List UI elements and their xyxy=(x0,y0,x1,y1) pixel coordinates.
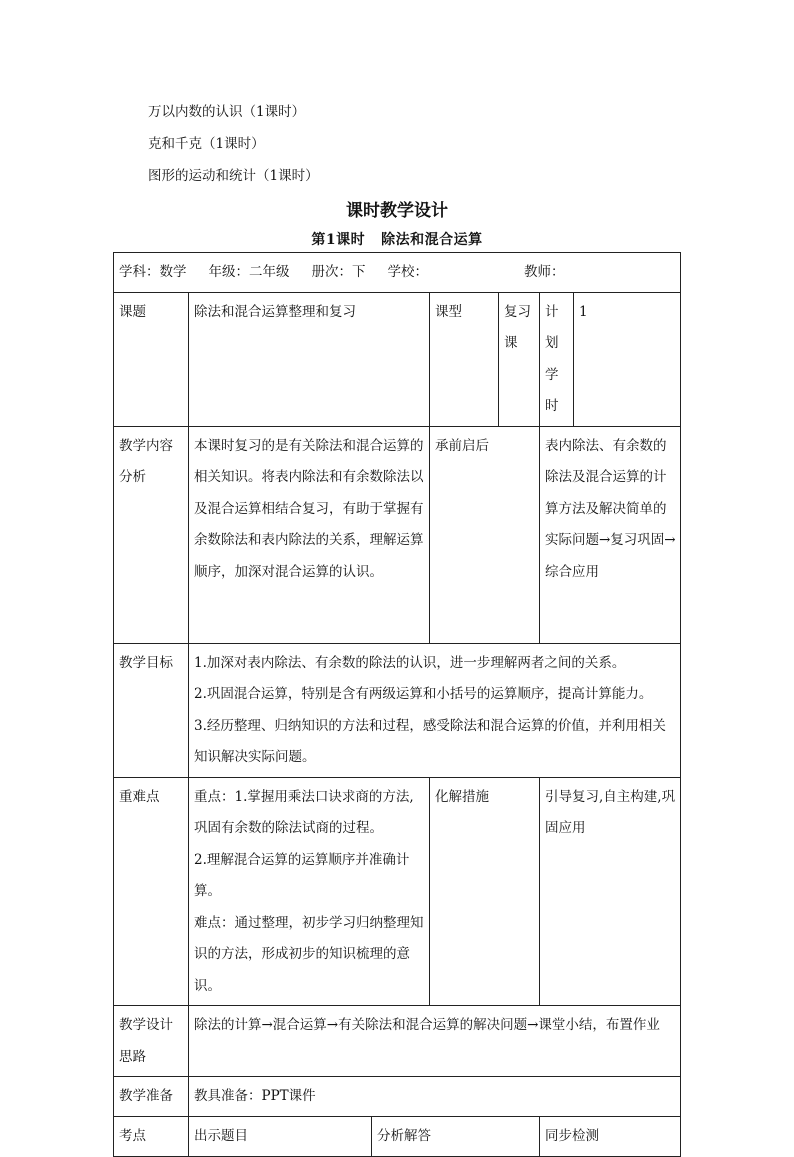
goal-item: 1.加深对表内除法、有余数的除法的认识，进一步理解两者之间的关系。 xyxy=(194,654,626,671)
type-value: 复习课 xyxy=(499,292,540,426)
intro-line-1: 万以内数的认识（1课时） xyxy=(148,104,306,120)
content-analysis-label: 教学内容分析 xyxy=(114,426,189,643)
prep-row xyxy=(114,1077,681,1117)
prep-text: 教具准备：PPT课件 xyxy=(189,1077,681,1117)
difficulty-cell xyxy=(189,777,430,1006)
lesson-subtitle xyxy=(0,231,794,249)
lesson-number: 第1课时 xyxy=(311,232,366,248)
exam-col-1: 出示题目 xyxy=(189,1117,372,1157)
topic-row xyxy=(114,292,681,426)
difficulty-label: 重难点 xyxy=(114,777,189,1006)
teacher-field: 教师： xyxy=(524,264,565,280)
volume-field: 册次：下 xyxy=(311,264,366,280)
goals-label: 教学目标 xyxy=(114,643,189,777)
topic-value: 除法和混合运算整理和复习 xyxy=(189,292,430,426)
exam-col-3: 同步检测 xyxy=(540,1117,681,1157)
prep-label: 教学准备 xyxy=(114,1077,189,1117)
exam-row xyxy=(114,1117,681,1157)
type-label: 课型 xyxy=(430,292,499,426)
content-analysis-row xyxy=(114,426,681,643)
design-row xyxy=(114,1006,681,1077)
grade-field: 年级：二年级 xyxy=(208,264,290,280)
resolution-text: 引导复习,自主构建,巩固应用 xyxy=(540,777,681,1006)
design-text: 除法的计算→混合运算→有关除法和混合运算的解决问题→课堂小结，布置作业 xyxy=(189,1006,681,1077)
difficult-point: 难点：通过整理，初步学习归纳整理知识的方法，形成初步的知识梳理的意识。 xyxy=(194,914,424,994)
goal-item: 3.经历整理、归纳知识的方法和过程，感受除法和混合运算的价值，并利用相关知识解决实际问题。 xyxy=(194,717,666,765)
lesson-name: 除法和混合运算 xyxy=(381,232,483,248)
continuity-label: 承前启后 xyxy=(430,426,540,643)
topic-label: 课题 xyxy=(114,292,189,426)
exam-label: 考点 xyxy=(114,1117,189,1157)
key-point: 重点：1.掌握用乘法口诀求商的方法,巩固有余数的除法试商的过程。 xyxy=(194,788,414,836)
info-row xyxy=(114,253,681,293)
design-label: 教学设计思路 xyxy=(114,1006,189,1077)
goal-item: 2.巩固混合运算，特别是含有两级运算和小括号的运算顺序，提高计算能力。 xyxy=(194,686,653,702)
intro-line-3: 图形的运动和统计（1课时） xyxy=(148,168,319,184)
info-cell xyxy=(114,253,681,293)
intro-line-2: 克和千克（1课时） xyxy=(148,136,265,152)
goals-row xyxy=(114,643,681,777)
goals-cell xyxy=(189,643,681,777)
hours-value: 1 xyxy=(574,292,681,426)
resolution-label: 化解措施 xyxy=(430,777,540,1006)
continuity-text: 表内除法、有余数的除法及混合运算的计算方法及解决简单的实际问题→复习巩固→综合应用 xyxy=(540,426,681,643)
school-field: 学校： xyxy=(387,264,428,280)
content-analysis-text: 本课时复习的是有关除法和混合运算的相关知识。将表内除法和有余数除法以及混合运算相结合复习，有助于掌握有余数除法和表内除法的关系，理解运算顺序，加深对混合运算的认识。 xyxy=(189,426,430,643)
key-point: 2.理解混合运算的运算顺序并准确计算。 xyxy=(194,851,410,899)
lesson-plan-table xyxy=(113,252,681,1157)
page-title: 课时教学设计 xyxy=(346,201,448,221)
difficulty-row xyxy=(114,777,681,1006)
hours-label: 计划学时 xyxy=(540,292,574,426)
subject-field: 学科：数学 xyxy=(119,264,187,280)
exam-col-2: 分析解答 xyxy=(372,1117,540,1157)
